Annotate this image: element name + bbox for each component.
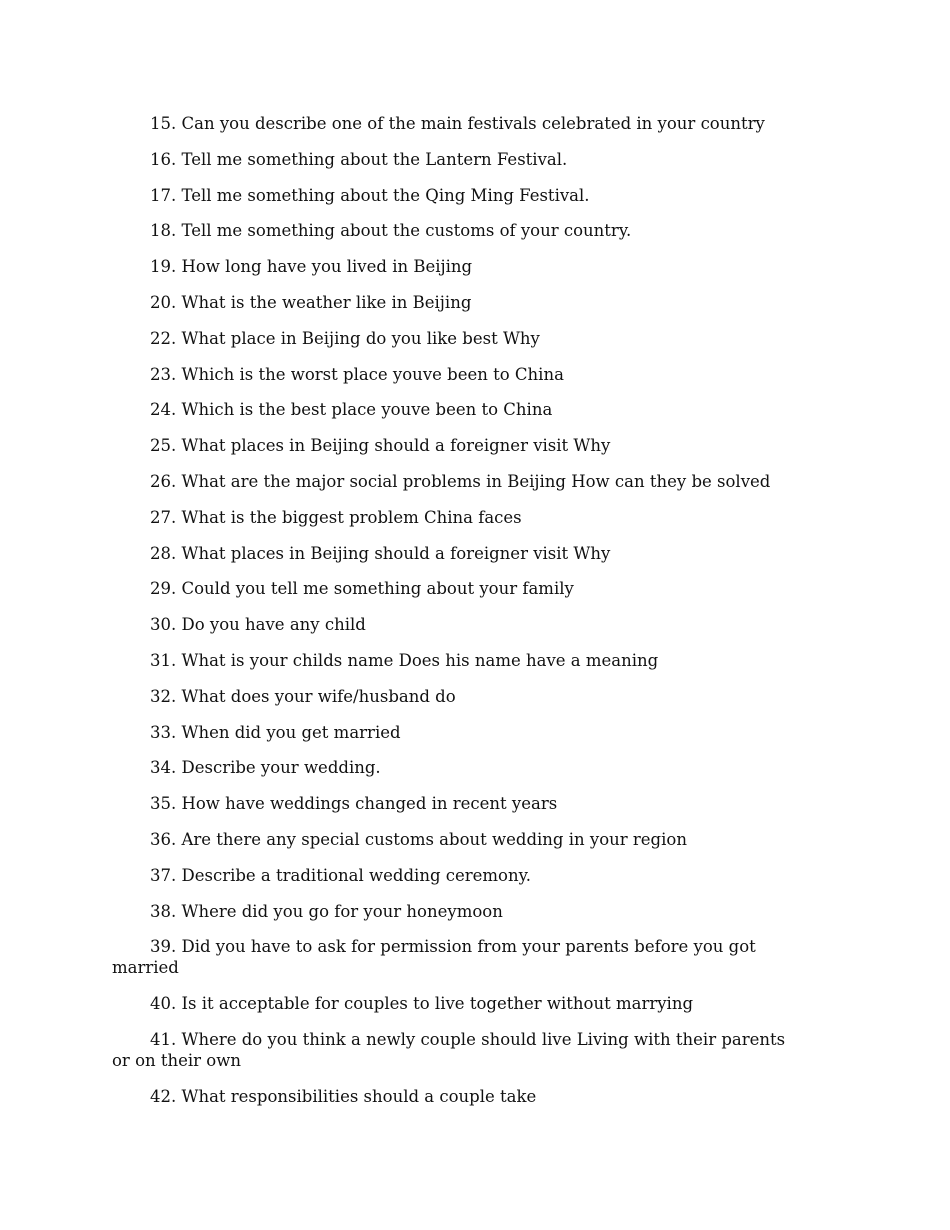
question-item: 16. Tell me something about the Lantern Festival. (150, 149, 568, 169)
question-item: 42. What responsibilities should a couple take (150, 1086, 537, 1106)
question-item: 19. How long have you lived in Beijing (150, 257, 473, 277)
question-item: 29. Could you tell me something about your family (150, 579, 574, 599)
question-item: 37. Describe a traditional wedding ceremony. (150, 865, 531, 885)
question-item: 41. Where do you think a newly couple should live Living with their parents or on their own (112, 1029, 786, 1070)
question-item: 33. When did you get married (150, 722, 401, 742)
question-item: 18. Tell me something about the customs of your country. (150, 221, 632, 241)
question-item: 31. What is your childs name Does his name have a meaning (150, 650, 659, 670)
question-item: 35. How have weddings changed in recent years (150, 794, 558, 814)
question-item: 30. Do you have any child (150, 615, 366, 635)
question-item: 25. What places in Beijing should a foreigner visit Why (150, 436, 611, 456)
question-item: 23. Which is the worst place youve been to China (150, 364, 564, 384)
question-item: 17. Tell me something about the Qing Ming Festival. (150, 185, 590, 205)
question-item: 38. Where did you go for your honeymoon (150, 901, 503, 921)
question-list (112, 113, 802, 1122)
question-item: 20. What is the weather like in Beijing (150, 292, 472, 312)
question-item: 27. What is the biggest problem China faces (150, 507, 522, 527)
question-item: 26. What are the major social problems in Beijing How can they be solved (150, 471, 771, 491)
question-item: 34. Describe your wedding. (150, 758, 381, 778)
question-item: 28. What places in Beijing should a foreigner visit Why (150, 543, 611, 563)
question-item: 32. What does your wife/husband do (150, 686, 456, 706)
question-item: 22. What place in Beijing do you like best Why (150, 328, 540, 348)
question-item: 15. Can you describe one of the main festivals celebrated in your country (150, 114, 765, 133)
question-item: 39. Did you have to ask for permission from your parents before you got married (112, 937, 756, 978)
question-item: 36. Are there any special customs about wedding in your region (150, 829, 687, 849)
question-item: 40. Is it acceptable for couples to live together without marrying (150, 994, 694, 1014)
question-item: 24. Which is the best place youve been to China (150, 400, 553, 420)
